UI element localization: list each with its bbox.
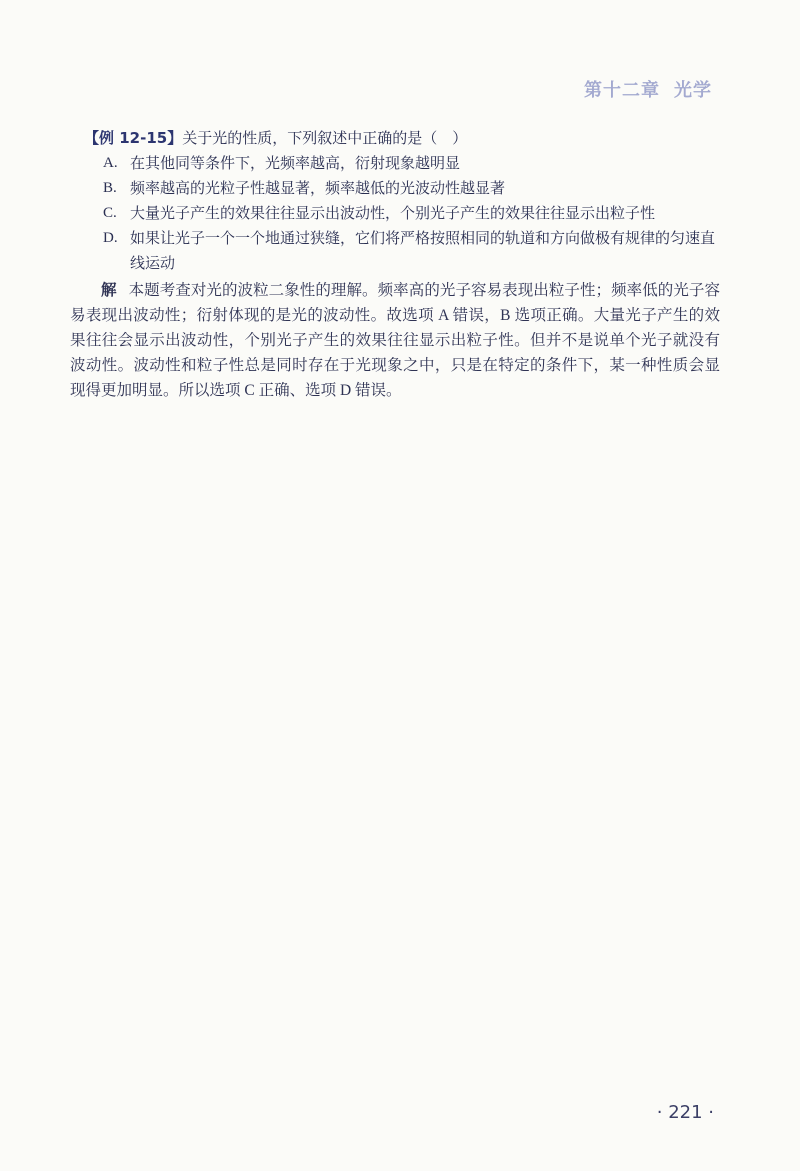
example-block <box>70 126 720 419</box>
solution-text: 本题考查对光的波粒二象性的理解。频率高的光子容易表现出粒子性；频率低的光子容易表现出波动性；衍射体现的是光的波动性。故选项 A 错误，B 选项正确。大量光子产生的效果往往会显示出波动性，个别光子产生的效果往往显示出粒子性。但并不是说单个光子就没有波动性。波动性和粒子性总是同时存在于光现象之中，只是在特定的条件下，某一种性质会显现得更加明显。所以选项 C 正确、选项 D 错误。 <box>70 282 720 399</box>
option-text: 如果让光子一个一个地通过狭缝，它们将严格按照相同的轨道和方向做极有规律的匀速直线运动 <box>130 229 716 272</box>
chapter-header <box>584 76 712 102</box>
option-letter: D. <box>103 230 118 246</box>
example-label: 【例 12-15】 <box>84 129 183 147</box>
question-stem <box>70 126 720 151</box>
option-letter: C. <box>103 205 117 221</box>
option-letter: B. <box>103 180 117 196</box>
page-number: · 221 · <box>656 1102 714 1123</box>
chapter-subject: 光学 <box>674 80 712 101</box>
option-c <box>70 201 720 226</box>
option-letter: A. <box>103 155 118 171</box>
option-b <box>70 176 720 201</box>
question-text: 关于光的性质，下列叙述中正确的是（ ） <box>182 129 468 147</box>
chapter-title: 第十二章 <box>584 80 660 101</box>
option-text: 在其他同等条件下，光频率越高，衍射现象越明显 <box>130 154 461 172</box>
solution-label: 解 <box>101 282 117 299</box>
option-a <box>70 151 720 176</box>
option-text: 大量光子产生的效果往往显示出波动性，个别光子产生的效果往往显示出粒子性 <box>130 204 656 222</box>
option-text: 频率越高的光粒子性越显著，频率越低的光波动性越显著 <box>130 179 506 197</box>
option-d <box>70 226 720 276</box>
options-list <box>70 151 720 276</box>
solution-paragraph <box>70 278 720 403</box>
